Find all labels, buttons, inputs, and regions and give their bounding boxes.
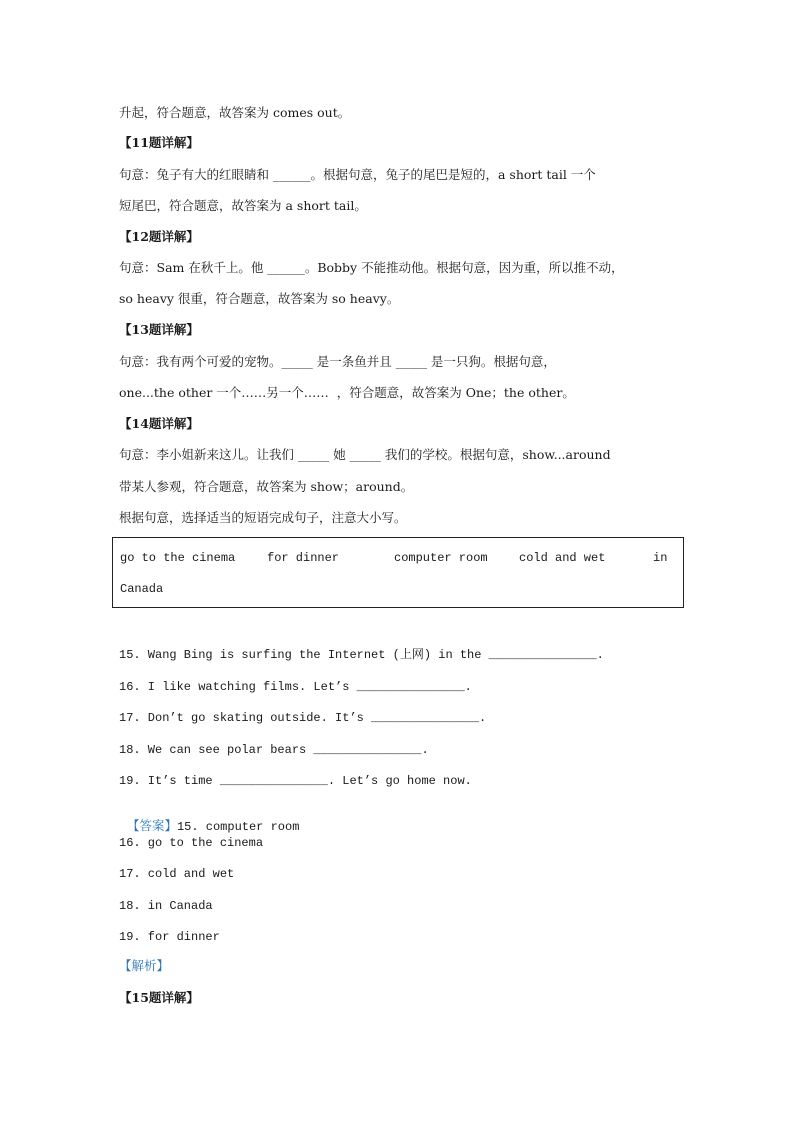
text-line: so heavy 很重，符合题意，故答案为 so heavy。 [119,291,400,306]
section-heading: 【13题详解】 [119,322,199,337]
answer-item: 16. go to the cinema [119,836,264,850]
text-line: 句意：我有两个可爱的宠物。_____ 是一条鱼并且 _____ 是一只狗。根据句意， [119,354,556,369]
answer-item: 17. cold and wet [119,867,235,881]
section-heading: 【12题详解】 [119,229,199,244]
word-bank-option: cold and wet [519,551,606,565]
section-heading: 【14题详解】 [119,416,199,431]
question-line: 19. It’s time _______________. Let’s go home now. [119,774,472,788]
instruction-line: 根据句意，选择适当的短语完成句子，注意大小写。 [119,510,407,525]
text-line: one...the other 一个……另一个…… ，符合题意，故答案为 One；the other。 [119,385,575,400]
question-line: 15. Wang Bing is surfing the Internet (上网) in the _______________. [119,648,604,662]
word-bank-box [112,537,684,608]
text-line: 句意：李小姐新来这儿。让我们 _____ 她 _____ 我们的学校。根据句意，show...around [119,447,611,462]
answer-item: 19. for dinner [119,930,220,944]
text-line: 句意：Sam 在秋千上。他 ______。Bobby 不能推动他。根据句意，因为重，所以推不动， [119,260,624,275]
answer-item: 18. in Canada [119,899,213,913]
section-heading: 【11题详解】 [119,135,199,150]
answer-item: 15. computer room [176,820,300,834]
question-line: 16. I like watching films. Let’s _______________. [119,680,472,694]
section-heading: 【15题详解】 [119,990,199,1005]
word-bank-option: for dinner [267,551,340,565]
word-bank-option: Canada [120,582,164,596]
question-line: 17. Don’t go skating outside. It’s _______________. [119,711,487,725]
text-line: 短尾巴，符合题意，故答案为 a short tail。 [119,198,367,213]
text-line: 带某人参观，符合题意，故答案为 show；around。 [119,479,414,494]
analysis-label: 【解析】 [119,958,170,973]
word-bank-option: in [653,551,668,565]
answer-line [119,802,299,835]
text-line: 句意：兔子有大的红眼睛和 ______。根据句意，兔子的尾巴是短的，a short tail 一个 [119,167,596,182]
question-line: 18. We can see polar bears _______________. [119,743,429,757]
text-line: 升起，符合题意，故答案为 comes out。 [119,105,351,120]
answer-label: 【答案】 [126,818,177,833]
word-bank-option: go to the cinema [120,551,236,565]
word-bank-option: computer room [394,551,488,565]
